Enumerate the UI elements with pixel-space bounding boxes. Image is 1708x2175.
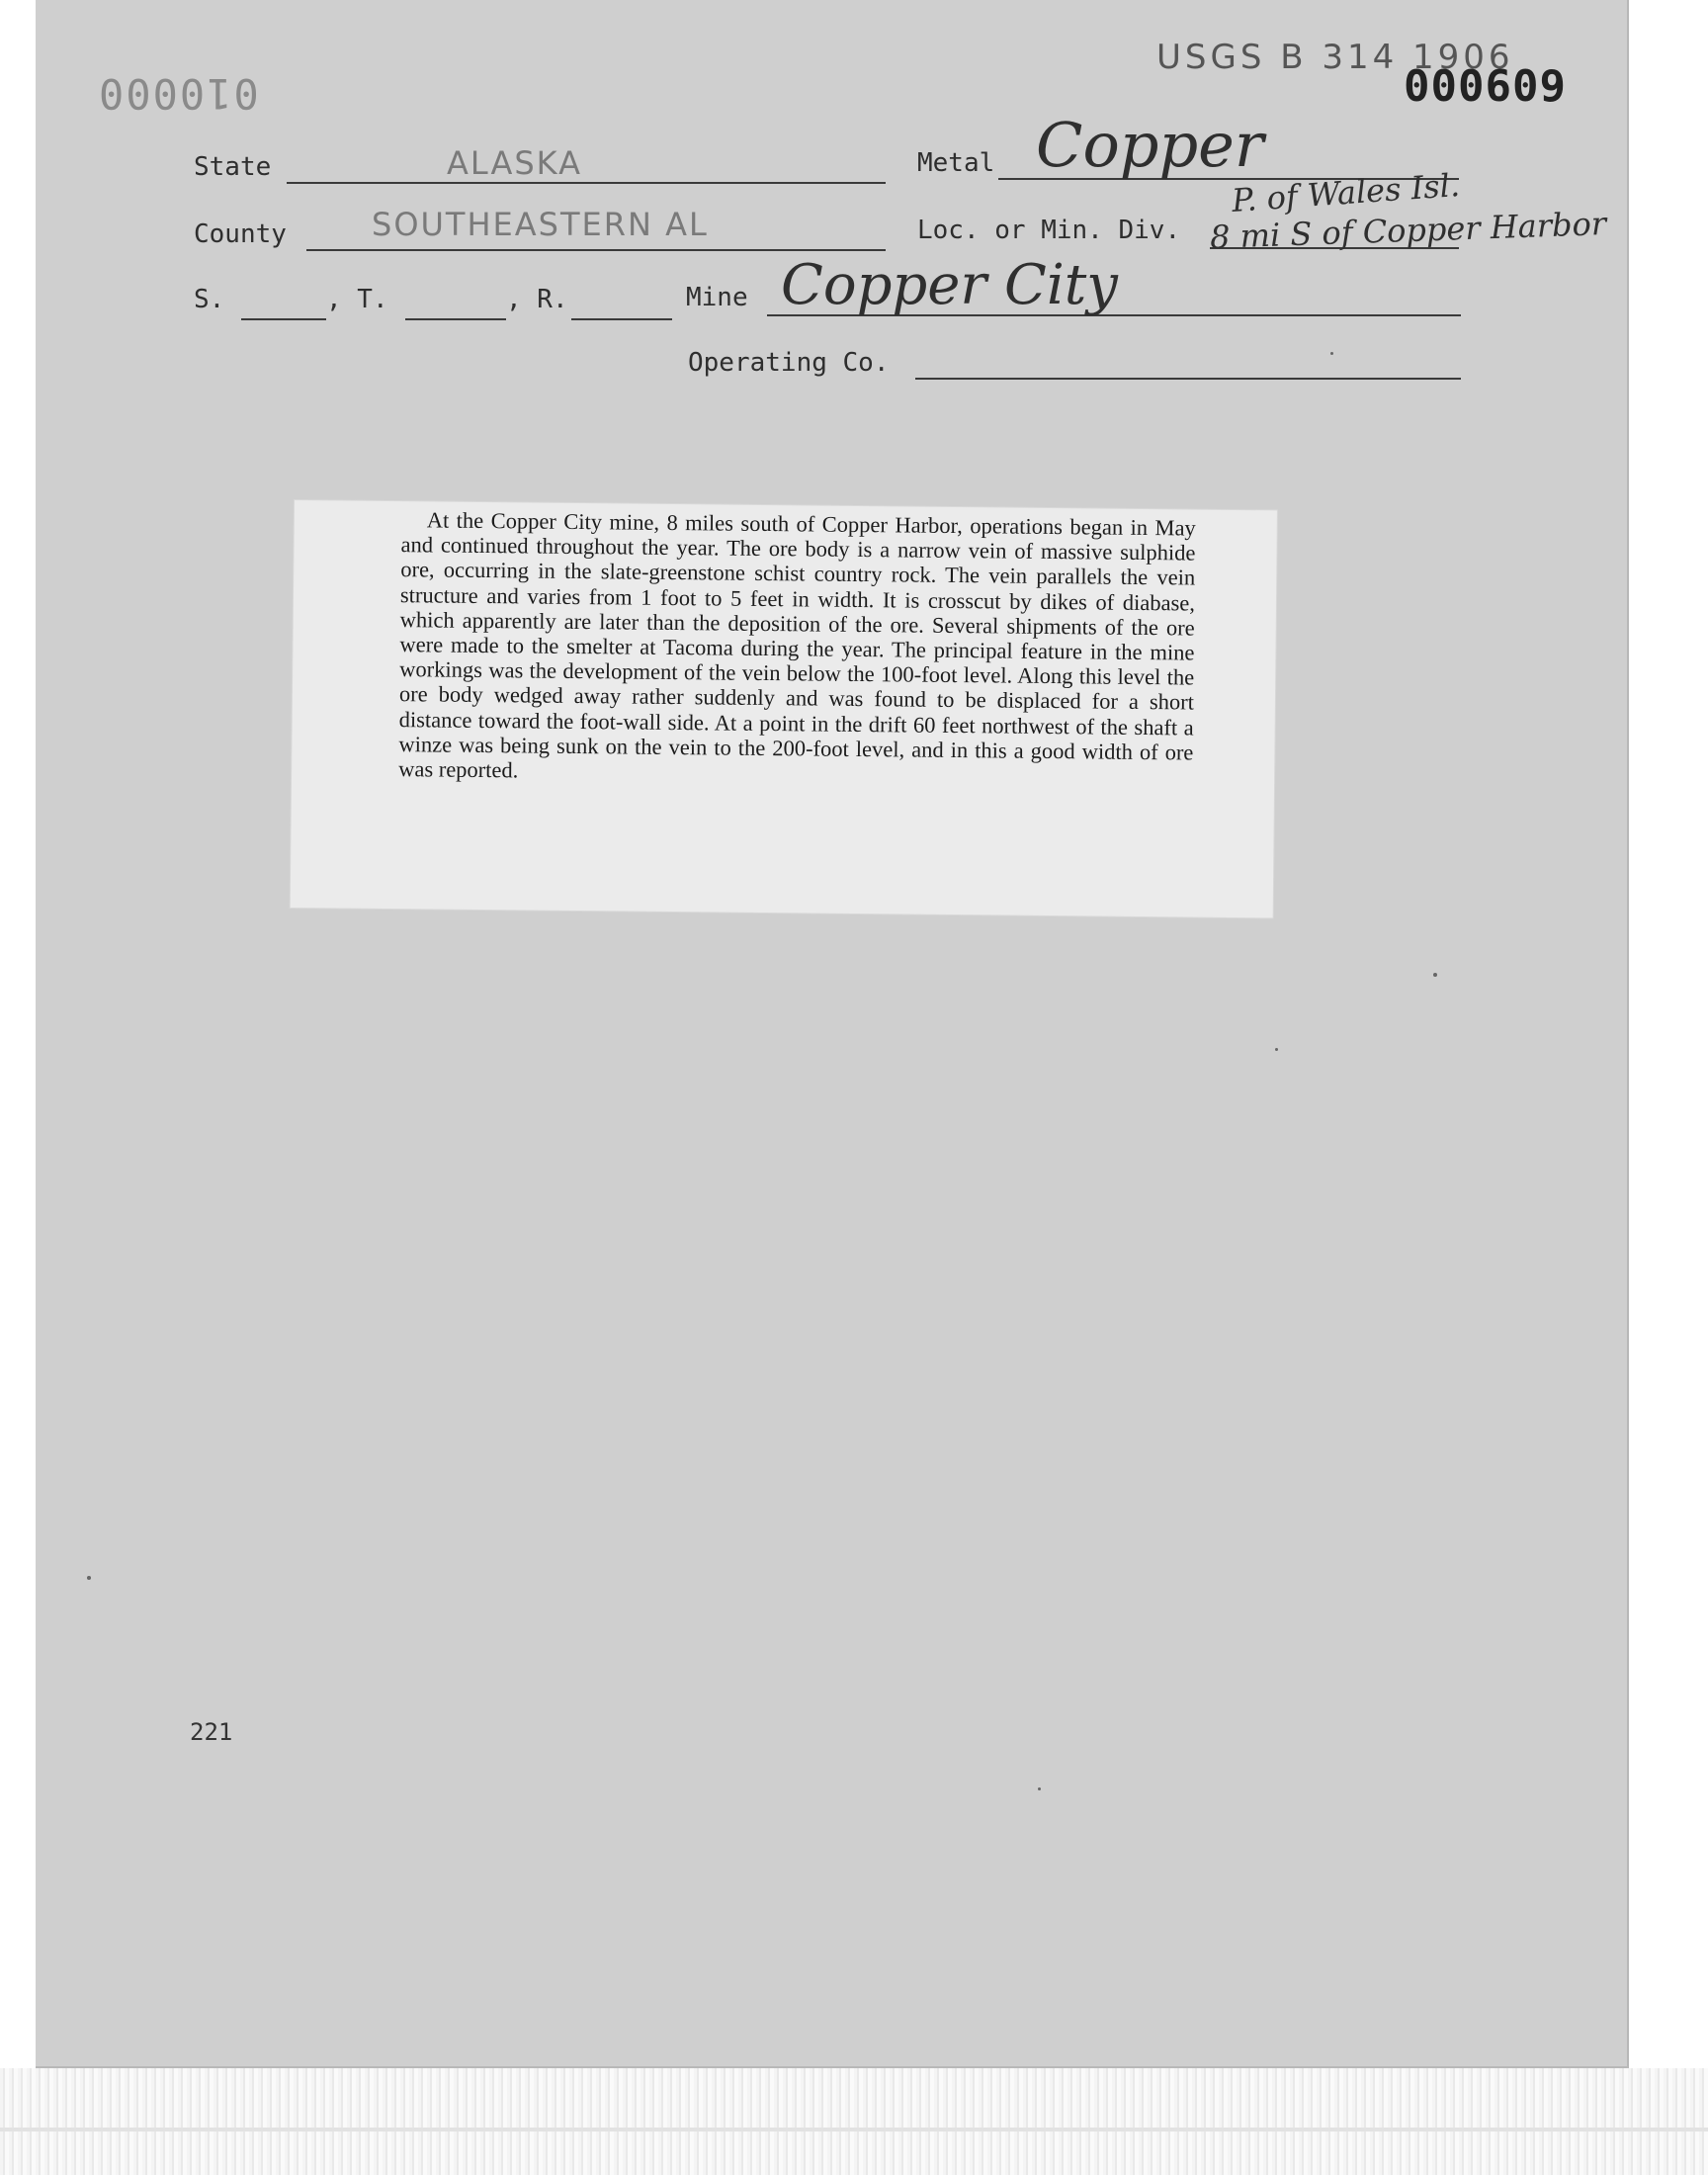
- scan-speck: [1433, 973, 1437, 977]
- section-line: [241, 318, 326, 320]
- location-value-line2: 8 mi S of Copper Harbor: [1209, 205, 1607, 256]
- clipping-text: At the Copper City mine, 8 miles south of Copper Harbor, operations began in May and continued throughout the year. The ore body is a narrow vein of massive sulphide ore, occurring in the slate-greenstone schist country rock. The vein parallels the vein structure and varies from 1 foot to 5 feet in width. It is crosscut by dikes of diabase, which apparently are later than the deposition of the ore. Several shipments of the ore were made to the smelter at Tacoma during the year. The principal feature in the mine workings was the development of the vein below the 100-foot level. Along this level the ore body wedged away rather suddenly and was found to be displaced for a short distance toward the foot-wall side. At a point in the drift 60 feet northwest of the shaft a winze was being sunk on the vein to the 200-foot level, and in this a good width of ore was reported.: [398, 507, 1196, 783]
- township-line: [405, 318, 506, 320]
- report-clipping: [291, 500, 1277, 917]
- state-label: State: [194, 152, 272, 182]
- metal-value: Copper: [1036, 109, 1264, 181]
- county-value: SOUTHEASTERN AL: [372, 206, 709, 243]
- location-label: Loc. or Min. Div.: [917, 216, 1181, 245]
- scan-speck: [87, 1576, 91, 1580]
- page-number: 221: [190, 1718, 233, 1746]
- scan-speck: [1275, 1048, 1278, 1051]
- township-label: , T.: [326, 285, 388, 314]
- section-label: S.: [194, 285, 225, 314]
- scan-edge-strip: [0, 2068, 1708, 2175]
- operating-co-line: [915, 378, 1461, 380]
- range-line: [571, 318, 672, 320]
- state-line: [287, 182, 886, 184]
- mine-label: Mine: [686, 283, 748, 312]
- metal-label: Metal: [917, 148, 995, 178]
- record-number-stamp: 000609: [1404, 61, 1567, 112]
- operating-co-label: Operating Co.: [688, 348, 890, 378]
- range-label: , R.: [506, 285, 568, 314]
- state-value: ALASKA: [447, 144, 582, 182]
- scan-speck: [1330, 352, 1333, 355]
- mine-value: Copper City: [781, 253, 1118, 317]
- county-label: County: [194, 219, 287, 249]
- location-value-line1: P. of Wales Isl.: [1230, 165, 1462, 220]
- source-reference-stamp: USGS B 314 1906: [1156, 38, 1514, 77]
- county-line: [306, 249, 886, 251]
- scan-speck: [1038, 1787, 1041, 1790]
- rotated-number-stamp: 010000: [97, 69, 259, 118]
